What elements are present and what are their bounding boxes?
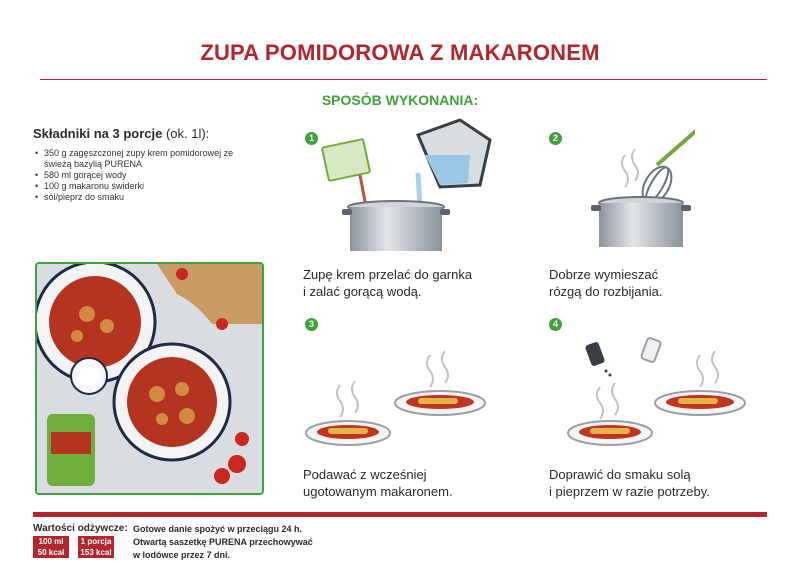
step-2-number: 2	[549, 132, 562, 145]
nutrition-box-portion	[78, 536, 114, 558]
ingredient-item: • sól/pieprz do smaku	[33, 192, 243, 203]
storage-info	[133, 523, 333, 562]
pot-with-kettle-illustration	[320, 115, 500, 265]
step-3-text: Podawać z wcześniej ugotowanym makaronem.	[303, 467, 453, 499]
nutrition-box-100ml-kcal: 50 kcal	[37, 548, 65, 557]
step-1-number: 1	[305, 132, 318, 145]
ingredients-heading-extra: (ok. 1l):	[162, 126, 210, 141]
step-4-number: 4	[549, 318, 562, 331]
nutrition-box-100ml-amount: 100 ml	[38, 537, 64, 546]
step-1-text: Zupę krem przelać do garnka i zalać gorącą wodą.	[303, 267, 473, 299]
ingredients-list	[33, 148, 243, 203]
bottom-divider	[33, 512, 767, 517]
soup-photo	[35, 262, 264, 495]
storage-line: w lodówce przez 7 dni.	[133, 550, 231, 560]
ingredient-item: • 100 g makaronu świderki	[33, 181, 243, 192]
step-4-text: Doprawić do smaku solą i pieprzem w razie potrzeby.	[549, 467, 710, 499]
storage-line: Gotowe danie spożyć w przeciągu 24 h.	[133, 524, 303, 534]
ingredient-item: • 350 g zagęszczonej zupy krem pomidorowej ze świeżą bazylią PURENA	[33, 148, 243, 170]
nutrition-box-100ml	[33, 536, 69, 558]
title-divider	[40, 79, 767, 80]
nutrition-box-portion-amount: 1 porcja	[80, 537, 112, 546]
nutrition-label: Wartości odżywcze:	[33, 523, 128, 534]
ingredients-heading	[33, 126, 209, 141]
nutrition-box-portion-kcal: 153 kcal	[80, 548, 112, 557]
pot-with-whisk-illustration	[585, 125, 695, 260]
method-heading: SPOSÓB WYKONANIA:	[321, 92, 479, 108]
step-3-number: 3	[305, 318, 318, 331]
soup-plates-illustration	[300, 345, 495, 450]
storage-line: Otwartą saszetkę PURENA przechowywać	[133, 537, 313, 547]
seasoning-plates-illustration	[560, 335, 755, 450]
ingredients-heading-bold: Składniki na 3 porcje	[33, 126, 163, 141]
ingredient-item: • 580 ml gorącej wody	[33, 170, 243, 181]
step-2-text: Dobrze wymieszać rózgą do rozbijania.	[549, 267, 663, 299]
page-title: ZUPA POMIDOROWA Z MAKARONEM	[200, 40, 600, 65]
